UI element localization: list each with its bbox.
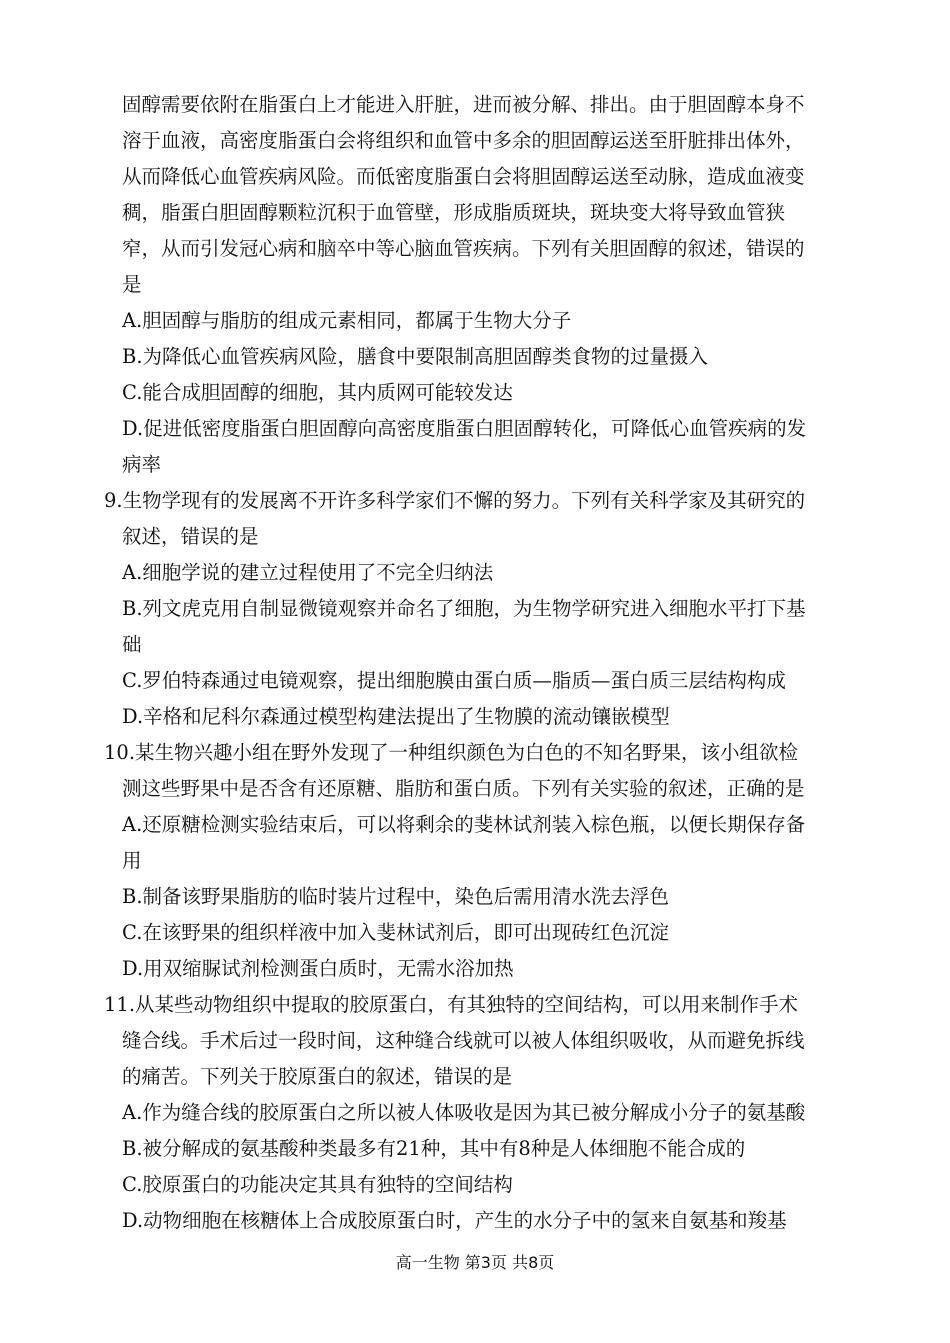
page-footer: 高一生物 第3页 共8页 bbox=[395, 1253, 555, 1272]
q11-stem-line-2: 缝合线。手术后过一段时间，这种缝合线就可以被人体组织吸收，从而避免拆线 bbox=[122, 1029, 805, 1052]
q8-stem-line-3: 从而降低心血管疾病风险。而低密度脂蛋白会将胆固醇运送至动脉，造成血液变 bbox=[122, 165, 805, 188]
q8-stem-line-6: 是 bbox=[122, 273, 142, 296]
q8-option-a: A.胆固醇与脂肪的组成元素相同，都属于生物大分子 bbox=[122, 309, 572, 332]
q10-option-a: A.还原糖检测实验结束后，可以将剩余的斐林试剂装入棕色瓶，以便长期保存备 bbox=[122, 813, 806, 836]
q11-option-c: C.胶原蛋白的功能决定其具有独特的空间结构 bbox=[122, 1173, 513, 1196]
q9-stem-post: 的是 bbox=[219, 525, 259, 548]
q10-option-a-cont: 用 bbox=[122, 849, 142, 872]
q10-stem-line-2: 测这些野果中是否含有还原糖、脂肪和蛋白质。下列有关实验的叙述，正确的是 bbox=[122, 777, 805, 800]
q9-stem-pre: 叙述， bbox=[122, 525, 181, 548]
q11-emphasis: 错误 bbox=[434, 1065, 474, 1088]
q9-option-b: B.列文虎克用自制显微镜观察并命名了细胞，为生物学研究进入细胞水平打下基 bbox=[122, 597, 806, 620]
q11-option-b: B.被分解成的氨基酸种类最多有21种，其中有8种是人体细胞不能合成的 bbox=[122, 1137, 746, 1160]
q8-stem-line-4: 稠，脂蛋白胆固醇颗粒沉积于血管壁，形成脂质斑块，斑块变大将导致血管狭 bbox=[122, 201, 786, 224]
q10-stem-line-1: 10.某生物兴趣小组在野外发现了一种组织颜色为白色的不知名野果，该小组欲检 bbox=[104, 741, 799, 764]
q10-option-b: B.制备该野果脂肪的临时装片过程中，染色后需用清水洗去浮色 bbox=[122, 885, 670, 908]
q9-option-c: C.罗伯特森通过电镜观察，提出细胞膜由蛋白质—脂质—蛋白质三层结构构成 bbox=[122, 669, 786, 692]
q11-option-a: A.作为缝合线的胶原蛋白之所以被人体吸收是因为其已被分解成小分子的氨基酸 bbox=[122, 1101, 806, 1124]
q8-stem-line-2: 溶于血液，高密度脂蛋白会将组织和血管中多余的胆固醇运送至肝脏排出体外， bbox=[122, 129, 805, 152]
q9-stem-line-1: 9.生物学现有的发展离不开许多科学家们不懈的努力。下列有关科学家及其研究的 bbox=[104, 489, 806, 512]
q11-stem-pre: 的痛苦。下列关于胶原蛋白的叙述， bbox=[122, 1065, 435, 1088]
q11-stem-post: 的是 bbox=[473, 1065, 513, 1088]
q8-stem-line-5: 窄，从而引发冠心病和脑卒中等心脑血管疾病。下列有关胆固醇的叙述，错误的 bbox=[122, 237, 805, 260]
q8-option-d-cont: 病率 bbox=[122, 453, 162, 476]
q8-option-c: C.能合成胆固醇的细胞，其内质网可能较发达 bbox=[122, 381, 513, 404]
q8-option-d: D.促进低密度脂蛋白胆固醇向高密度脂蛋白胆固醇转化，可降低心血管疾病的发 bbox=[122, 417, 807, 440]
q11-option-d: D.动物细胞在核糖体上合成胶原蛋白时，产生的水分子中的氢来自氨基和羧基 bbox=[122, 1209, 787, 1232]
q9-stem-line-2 bbox=[122, 524, 852, 550]
q11-stem-line-3 bbox=[122, 1064, 852, 1090]
q9-option-a: A.细胞学说的建立过程使用了不完全归纳法 bbox=[122, 561, 494, 584]
q10-option-d: D.用双缩脲试剂检测蛋白质时，无需水浴加热 bbox=[122, 957, 514, 980]
q9-option-b-cont: 础 bbox=[122, 633, 142, 656]
q9-option-d: D.辛格和尼科尔森通过模型构建法提出了生物膜的流动镶嵌模型 bbox=[122, 705, 670, 728]
q11-stem-line-1: 11.从某些动物组织中提取的胶原蛋白，有其独特的空间结构，可以用来制作手术 bbox=[104, 993, 799, 1016]
q9-emphasis: 错误 bbox=[180, 525, 220, 548]
q10-option-c: C.在该野果的组织样液中加入斐林试剂后，即可出现砖红色沉淀 bbox=[122, 921, 669, 944]
q8-stem-line-1: 固醇需要依附在脂蛋白上才能进入肝脏，进而被分解、排出。由于胆固醇本身不 bbox=[122, 93, 805, 116]
q8-option-b: B.为降低心血管疾病风险，膳食中要限制高胆固醇类食物的过量摄入 bbox=[122, 345, 709, 368]
